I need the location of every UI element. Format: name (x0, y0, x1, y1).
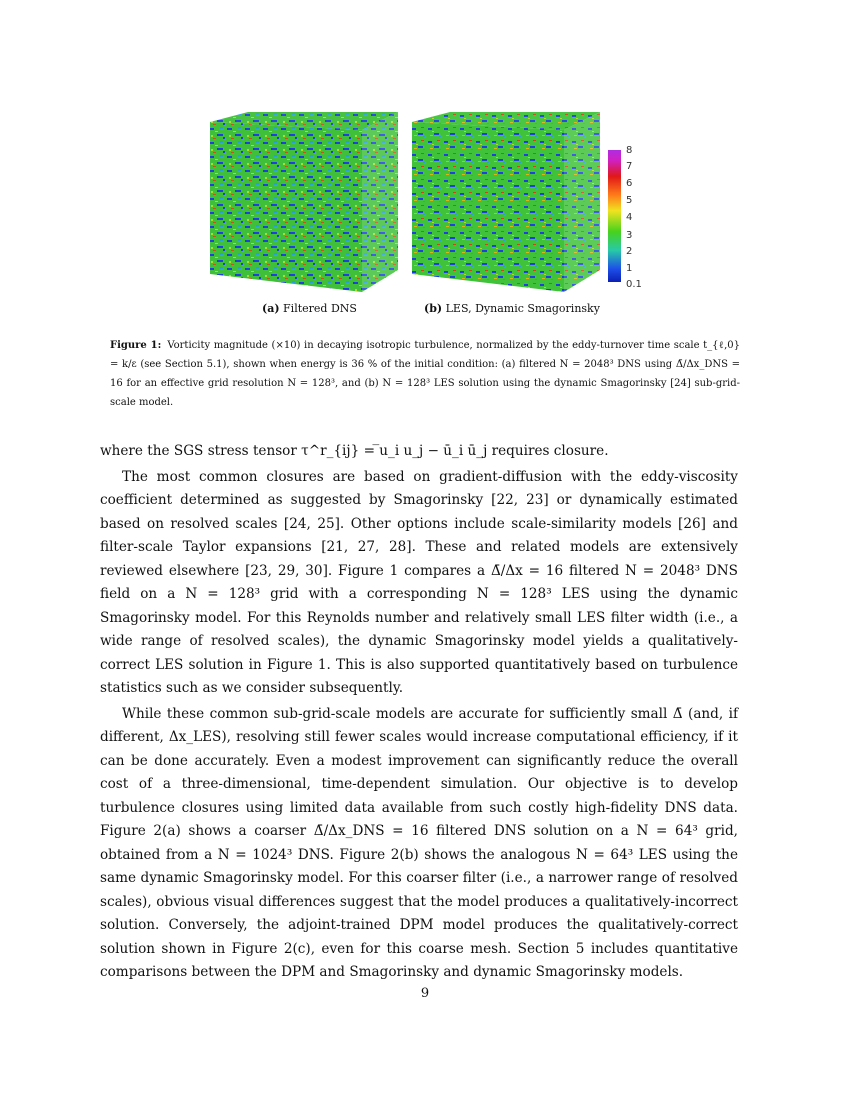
subcaption-a (262, 302, 357, 315)
colorbar-tick: 4 (626, 212, 633, 223)
filtered-dns-cube-image (208, 112, 398, 292)
colorbar-tick: 0.1 (626, 279, 642, 290)
colorbar-tick: 3 (626, 230, 633, 241)
subcaption-text: Filtered DNS (283, 302, 357, 315)
colorbar-tick: 2 (626, 246, 633, 257)
colorbar-tick: 8 (626, 145, 633, 156)
subcaption-label: (b) (424, 302, 443, 315)
page-number: 9 (420, 986, 430, 1001)
colorbar-tick: 6 (626, 178, 633, 189)
figure-1 (0, 112, 850, 315)
colorbar-tick: 5 (626, 195, 633, 206)
subcaption-text: LES, Dynamic Smagorinsky (445, 302, 600, 315)
colorbar-tick: 7 (626, 161, 633, 172)
les-dynamic-smagorinsky-cube-image (410, 112, 600, 292)
subcaption-b (424, 302, 600, 315)
figure-caption (110, 336, 740, 412)
caption-label: Figure 1: (110, 340, 162, 351)
colorbar-gradient (608, 150, 621, 282)
caption-text: Vorticity magnitude (×10) in decaying isotropic turbulence, normalized by the eddy-turnover time scale t_{ℓ,0} = k/ε (see Section 5.1), shown when energy is 36 % of the initial condition: (a) filtered N = 2048³ DNS using Δ̄/Δx_DNS = 16 for an effective grid resolution N = 128³, and (b) N = 128³ LES solution using the dynamic Smagorinsky [24] sub-grid-scale model. (110, 340, 740, 408)
paragraph: where the SGS stress tensor τ^r_{ij} = ̅u_i u_j − ū_i ū_j requires closure. (100, 443, 609, 459)
body-text (100, 440, 738, 985)
subcaption-label: (a) (262, 302, 280, 315)
colorbar-tick: 1 (626, 263, 633, 274)
paragraph: While these common sub-grid-scale models are accurate for sufficiently small Δ̄ (and, if different, Δx_LES), resolving still fewer scales would increase computational efficiency, if it can be done accurately. Even a modest improvement can significantly reduce the overall cost of a three-dimensional, time-dependent simulation. Our objective is to develop turbulence closures using limited data available from such costly high-fidelity DNS data. Figure 2(a) shows a coarser Δ̄/Δx_DNS = 16 filtered DNS solution on a N = 64³ grid, obtained from a N = 1024³ DNS. Figure 2(b) shows the analogous N = 64³ LES using the same dynamic Smagorinsky model. For this coarser filter (i.e., a narrower range of resolved scales), obvious visual differences suggest that the model produces a qualitatively-incorrect solution. Conversely, the adjoint-trained DPM model produces the qualitatively-correct solution shown in Figure 2(c), even for this coarse mesh. Section 5 includes quantitative comparisons between the DPM and Smagorinsky and dynamic Smagorinsky models. (100, 705, 738, 980)
colorbar (608, 145, 668, 292)
paragraph: The most common closures are based on gradient-diffusion with the eddy-viscosity coefficient determined as suggested by Smagorinsky [22, 23] or dynamically estimated based on resolved scales [24, 25]. Other options include scale-similarity models [26] and filter-scale Taylor expansions [21, 27, 28]. These and related models are extensively reviewed elsewhere [23, 29, 30]. Figure 1 compares a Δ̄/Δx = 16 filtered N = 2048³ DNS field on a N = 128³ grid with a corresponding N = 128³ LES using the dynamic Smagorinsky model. For this Reynolds number and relatively small LES filter width (i.e., a wide range of resolved scales), the dynamic Smagorinsky model yields a qualitatively-correct LES solution in Figure 1. This is also supported quantitatively based on turbulence statistics such as we consider subsequently. (100, 468, 738, 696)
